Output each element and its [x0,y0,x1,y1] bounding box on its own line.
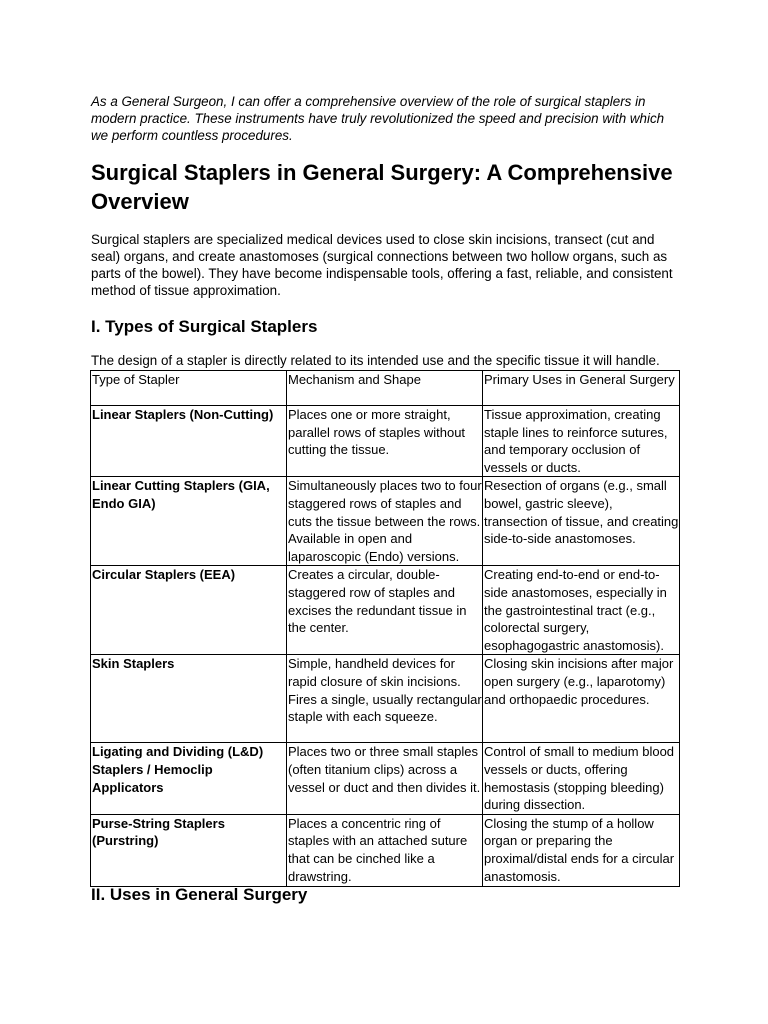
section-heading-types: I. Types of Surgical Staplers [91,317,318,336]
table-row [91,477,680,566]
uses-cell: Closing the stump of a hollow organ or preparing the proximal/distal ends for a circular anastomosis. [483,814,680,886]
lead-paragraph: Surgical staplers are specialized medical devices used to close skin incisions, transect (cut and seal) organs, and create anastomoses (surgical connections between two hollow organs, such as parts of the bowel). They have become indispensable tools, offering a fast, reliable, and consistent method of tissue approximation. [91,232,673,298]
table-header-uses: Primary Uses in General Surgery [483,371,680,406]
table-header-type: Type of Stapler [91,371,287,406]
uses-cell: Creating end-to-end or end-to-side anastomoses, especially in the gastrointestinal tract (e.g., colorectal surgery, esophagogastric anastomosis). [483,566,680,655]
stapler-type-cell: Linear Staplers (Non-Cutting) [91,406,287,477]
stapler-type-cell: Skin Staplers [91,655,287,743]
table-header-row [91,371,680,406]
mechanism-cell: Creates a circular, double-staggered row of staples and excises the redundant tissue in the center. [287,566,483,655]
mechanism-cell: Places one or more straight, parallel rows of staples without cutting the tissue. [287,406,483,477]
stapler-type-cell: Linear Cutting Staplers (GIA, Endo GIA) [91,477,287,566]
mechanism-cell: Simple, handheld devices for rapid closure of skin incisions. Fires a single, usually rectangular staple with each squeeze. [287,655,483,743]
stapler-types-table [90,370,680,887]
uses-cell: Tissue approximation, creating staple lines to reinforce sutures, and temporary occlusion of vessels or ducts. [483,406,680,477]
mechanism-cell: Simultaneously places two to four staggered rows of staples and cuts the tissue between the rows. Available in open and laparoscopic (Endo) versions. [287,477,483,566]
intro-paragraph: As a General Surgeon, I can offer a comprehensive overview of the role of surgical staplers in modern practice. These instruments have truly revolutionized the speed and precision with which we perform countless procedures. [91,94,665,143]
section-heading-uses: II. Uses in General Surgery [91,885,308,904]
table-intro-text: The design of a stapler is directly related to its intended use and the specific tissue it will handle. [91,353,660,368]
stapler-type-cell: Circular Staplers (EEA) [91,566,287,655]
table-row [91,566,680,655]
table-row [91,655,680,743]
uses-cell: Closing skin incisions after major open surgery (e.g., laparotomy) and orthopaedic procedures. [483,655,680,743]
stapler-type-cell: Ligating and Dividing (L&D) Staplers / Hemoclip Applicators [91,743,287,814]
stapler-type-cell: Purse-String Staplers (Purstring) [91,814,287,886]
uses-cell: Control of small to medium blood vessels or ducts, offering hemostasis (stopping bleeding) during dissection. [483,743,680,814]
mechanism-cell: Places two or three small staples (often titanium clips) across a vessel or duct and then divides it. [287,743,483,814]
uses-cell: Resection of organs (e.g., small bowel, gastric sleeve), transection of tissue, and creating side-to-side anastomoses. [483,477,680,566]
page-title: Surgical Staplers in General Surgery: A Comprehensive Overview [91,160,673,214]
table-row [91,814,680,886]
table-row [91,406,680,477]
table-header-mechanism: Mechanism and Shape [287,371,483,406]
mechanism-cell: Places a concentric ring of staples with an attached suture that can be cinched like a drawstring. [287,814,483,886]
table-row [91,743,680,814]
